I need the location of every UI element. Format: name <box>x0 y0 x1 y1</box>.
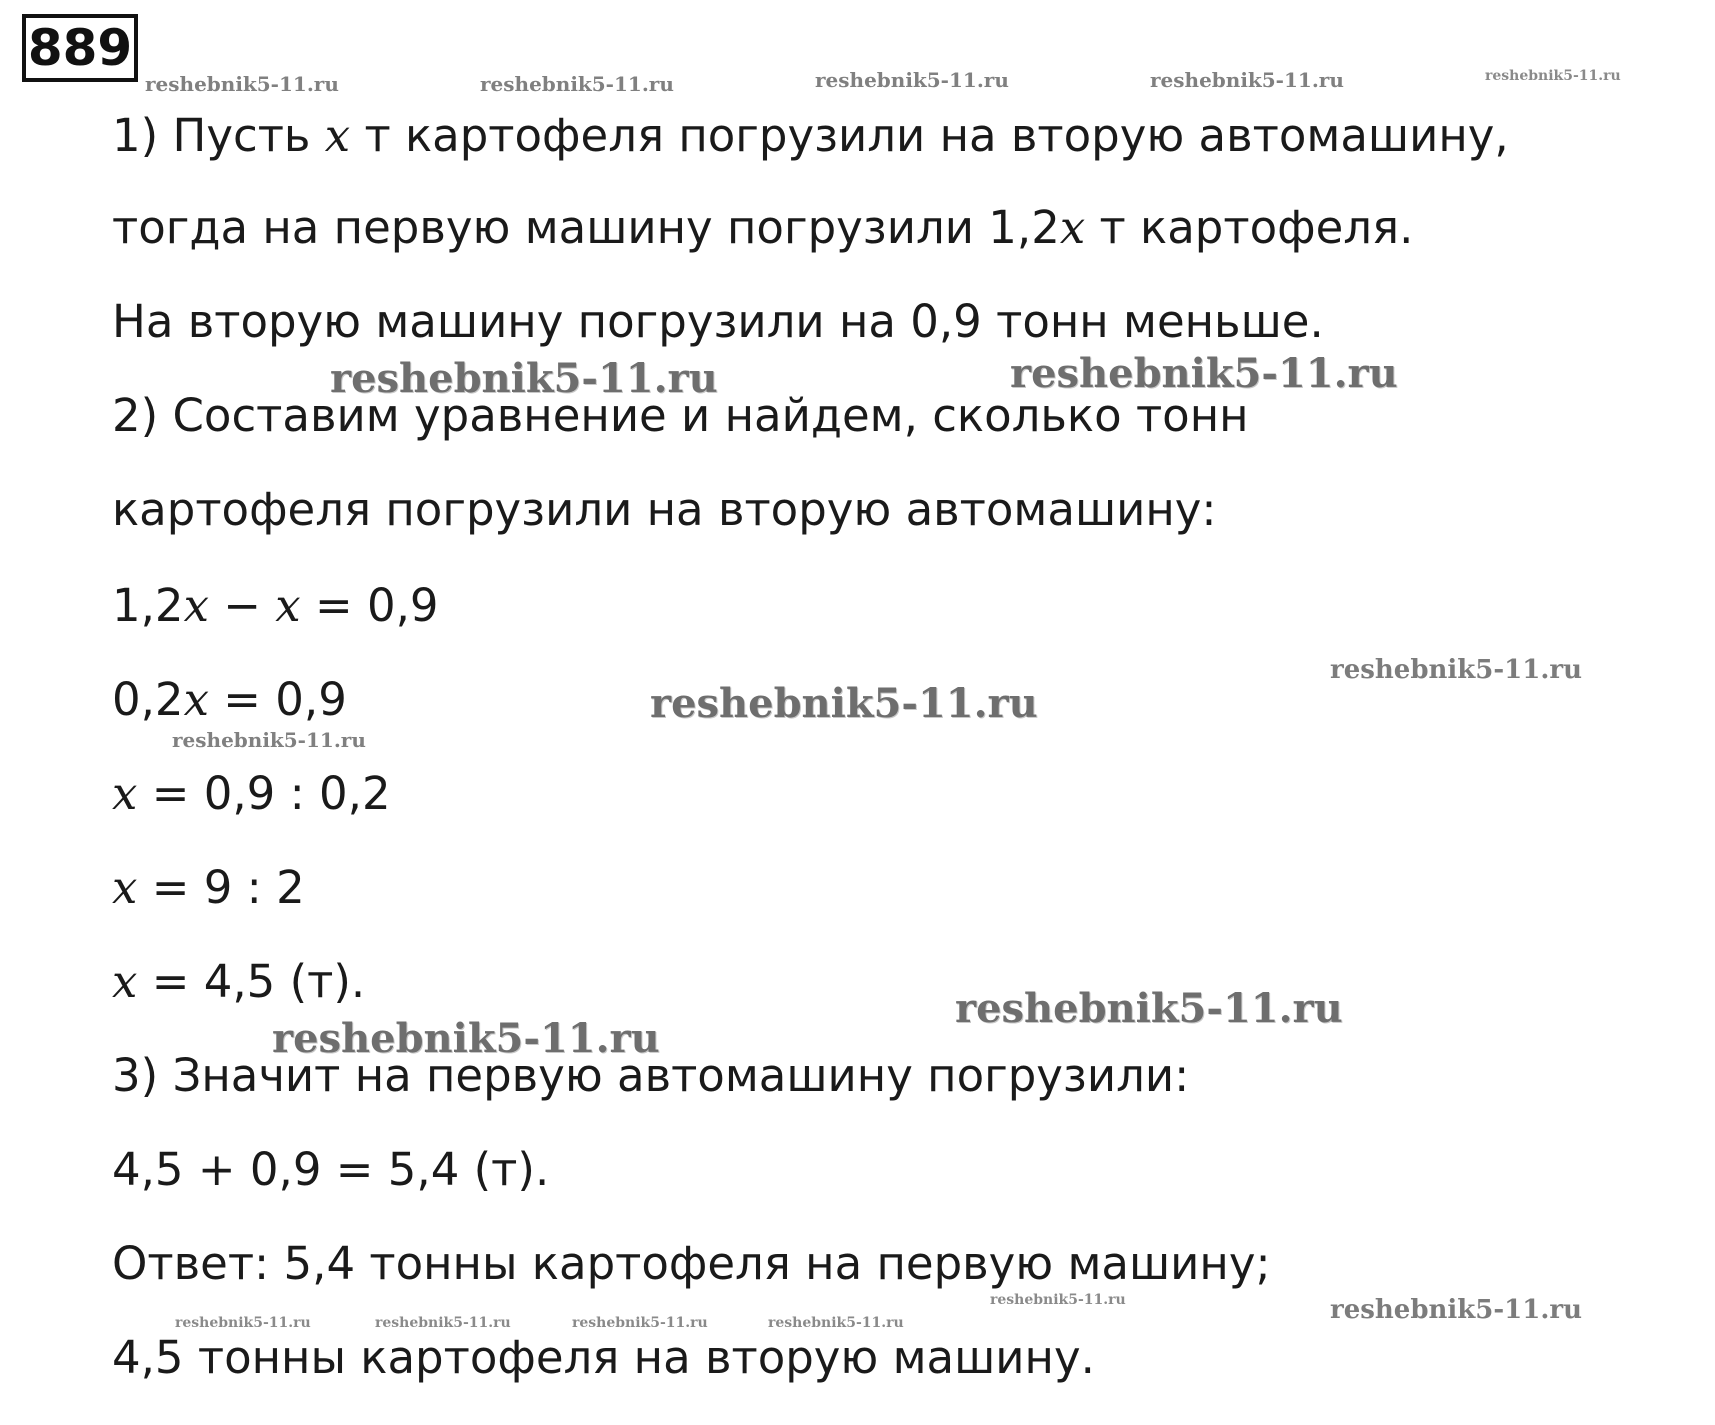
line-text: 4,5 тонны картофеля на вторую машину. <box>112 1331 1095 1384</box>
line-text: 3) Значит на первую автомашину погрузили: <box>112 1049 1190 1102</box>
eq-text: 0,2 <box>112 673 184 726</box>
watermark: reshebnik5-11.ru <box>480 72 674 96</box>
line-text: На вторую машину погрузили на 0,9 тонн меньше. <box>112 295 1324 348</box>
solution-line-3 <box>112 294 1324 350</box>
equation-3 <box>112 766 391 822</box>
solution-line-4 <box>112 388 1249 444</box>
watermark: reshebnik5-11.ru <box>375 1315 511 1331</box>
watermark: reshebnik5-11.ru <box>330 355 718 402</box>
eq-text: = 0,9 <box>208 673 347 726</box>
variable-x: x <box>112 767 138 820</box>
watermark: reshebnik5-11.ru <box>145 72 339 96</box>
equation-4 <box>112 860 305 916</box>
watermark: reshebnik5-11.ru <box>1485 68 1621 84</box>
equation-2 <box>112 672 347 728</box>
watermark: reshebnik5-11.ru <box>172 728 366 752</box>
line-text: т картофеля. <box>1085 201 1414 254</box>
watermark: reshebnik5-11.ru <box>990 1292 1126 1308</box>
eq-text: 4,5 + 0,9 = 5,4 (т). <box>112 1143 550 1196</box>
variable-x: x <box>183 579 209 632</box>
eq-text: − <box>208 579 276 632</box>
line-text: картофеля погрузили на вторую автомашину: <box>112 483 1217 536</box>
answer-line-1 <box>112 1236 1271 1292</box>
solution-line-1 <box>112 108 1509 164</box>
eq-text: = 9 : 2 <box>137 861 305 914</box>
variable-x: x <box>275 579 301 632</box>
line-text: 2) Составим уравнение и найдем, сколько тонн <box>112 389 1249 442</box>
variable-x: x <box>183 673 209 726</box>
watermark: reshebnik5-11.ru <box>272 1015 660 1062</box>
watermark: reshebnik5-11.ru <box>1330 655 1583 685</box>
eq-text: = 0,9 : 0,2 <box>137 767 391 820</box>
watermark: reshebnik5-11.ru <box>815 68 1009 92</box>
watermark: reshebnik5-11.ru <box>650 680 1038 727</box>
variable-x: x <box>112 861 138 914</box>
watermark: reshebnik5-11.ru <box>572 1315 708 1331</box>
equation-1 <box>112 578 439 634</box>
equation-5 <box>112 954 365 1010</box>
answer-line-2 <box>112 1330 1095 1386</box>
line-text: 1) Пусть <box>112 109 325 162</box>
watermark: reshebnik5-11.ru <box>1150 68 1344 92</box>
variable-x: x <box>324 109 351 162</box>
solution-line-5 <box>112 482 1217 538</box>
watermark: reshebnik5-11.ru <box>955 985 1343 1032</box>
problem-number: 889 <box>22 14 138 82</box>
equation-6 <box>112 1142 549 1198</box>
watermark: reshebnik5-11.ru <box>1010 350 1398 397</box>
eq-text: = 4,5 (т). <box>137 955 366 1008</box>
eq-text: = 0,9 <box>300 579 439 632</box>
solution-line-2 <box>112 200 1413 256</box>
watermark: reshebnik5-11.ru <box>768 1315 904 1331</box>
variable-x: x <box>112 955 138 1008</box>
eq-text: 1,2 <box>112 579 184 632</box>
line-text: т картофеля погрузили на вторую автомашину, <box>350 109 1509 162</box>
variable-x: x <box>1059 201 1086 254</box>
watermark: reshebnik5-11.ru <box>1330 1295 1583 1325</box>
line-text: тогда на первую машину погрузили 1,2 <box>112 201 1060 254</box>
watermark: reshebnik5-11.ru <box>175 1315 311 1331</box>
solution-line-6 <box>112 1048 1189 1104</box>
line-text: Ответ: 5,4 тонны картофеля на первую машину; <box>112 1237 1271 1290</box>
